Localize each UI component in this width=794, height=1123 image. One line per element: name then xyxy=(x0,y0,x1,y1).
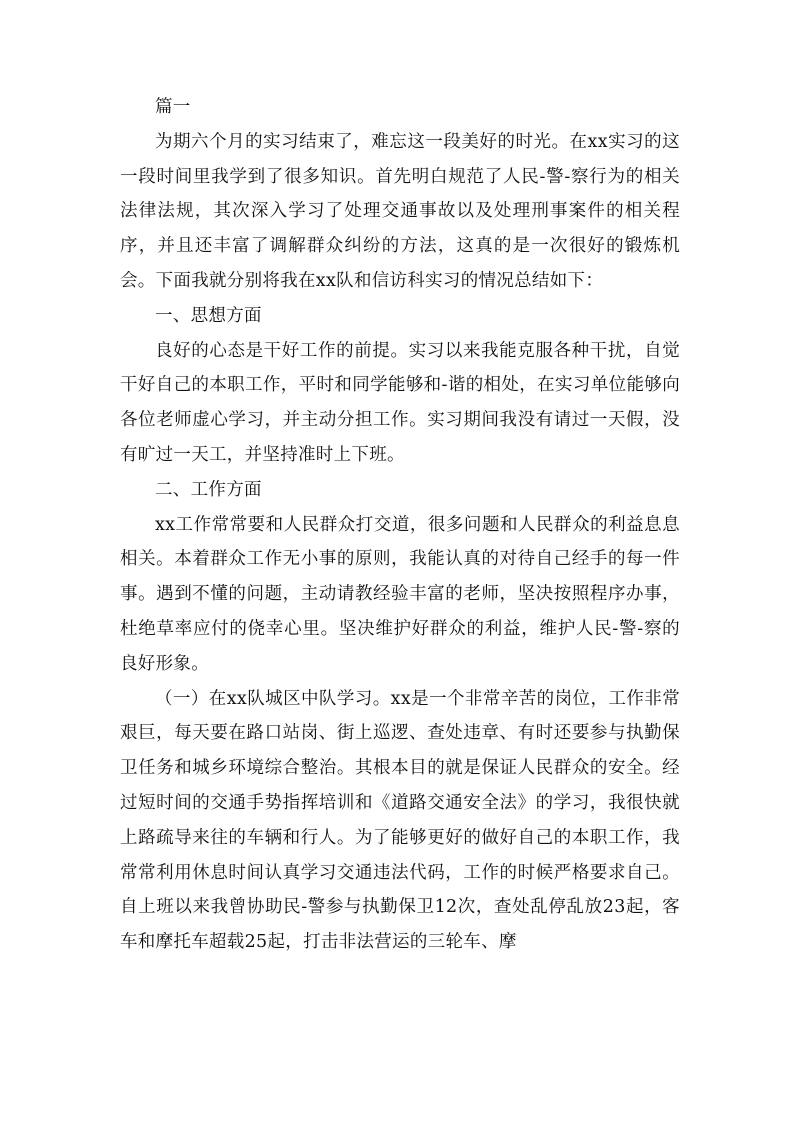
paragraph-traffic-squad: （一）在xx队城区中队学习。xx是一个非常辛苦的岗位，工作非常艰巨，每天要在路口站岗、街上巡逻、查处违章、有时还要参与执勤保卫任务和城乡环境综合整治。其根本目的就是保证人民群众的安全。经过短时间的交通手势指挥培训和《道路交通安全法》的学习，我很快就上路疏导来往的车辆和行人。为了能够更好的做好自己的本职工作，我常常利用休息时间认真学习交通违法代码，工作的时候严格要求自己。自上班以来我曾协助民-警参与执勤保卫12次，查处乱停乱放23起，客车和摩托车超载25起，打击非法营运的三轮车、摩 xyxy=(120,688,680,953)
document-body xyxy=(120,90,680,960)
heading-thought: 一、思想方面 xyxy=(155,305,262,326)
section-title: 篇一 xyxy=(155,97,191,117)
paragraph-thought: 良好的心态是干好工作的前提。实习以来我能克服各种干扰，自觉干好自己的本职工作，平时和同学能够和-谐的相处，在实习单位能够向各位老师虚心学习，并主动分担工作。实习期间我没有请过一天假，没有旷过一天工，并坚持准时上下班。 xyxy=(120,340,680,465)
paragraph-intro: 为期六个月的实习结束了，难忘这一段美好的时光。在xx实习的这一段时间里我学到了很多知识。首先明白规范了人民-警-察行为的相关法律法规，其次深入学习了处理交通事故以及处理刑事案件的相关程序，并且还丰富了调解群众纠纷的方法，这真的是一次很好的锻炼机会。下面我就分别将我在xx队和信访科实习的情况总结如下： xyxy=(120,131,680,291)
paragraph-work: xx工作常常要和人民群众打交道，很多问题和人民群众的利益息息相关。本着群众工作无小事的原则，我能认真的对待自己经手的每一件事。遇到不懂的问题，主动请教经验丰富的老师，坚决按照程序办事，杜绝草率应付的侥幸心里。坚决维护好群众的利益，维护人民-警-察的良好形象。 xyxy=(120,514,680,674)
heading-work: 二、工作方面 xyxy=(155,479,262,500)
